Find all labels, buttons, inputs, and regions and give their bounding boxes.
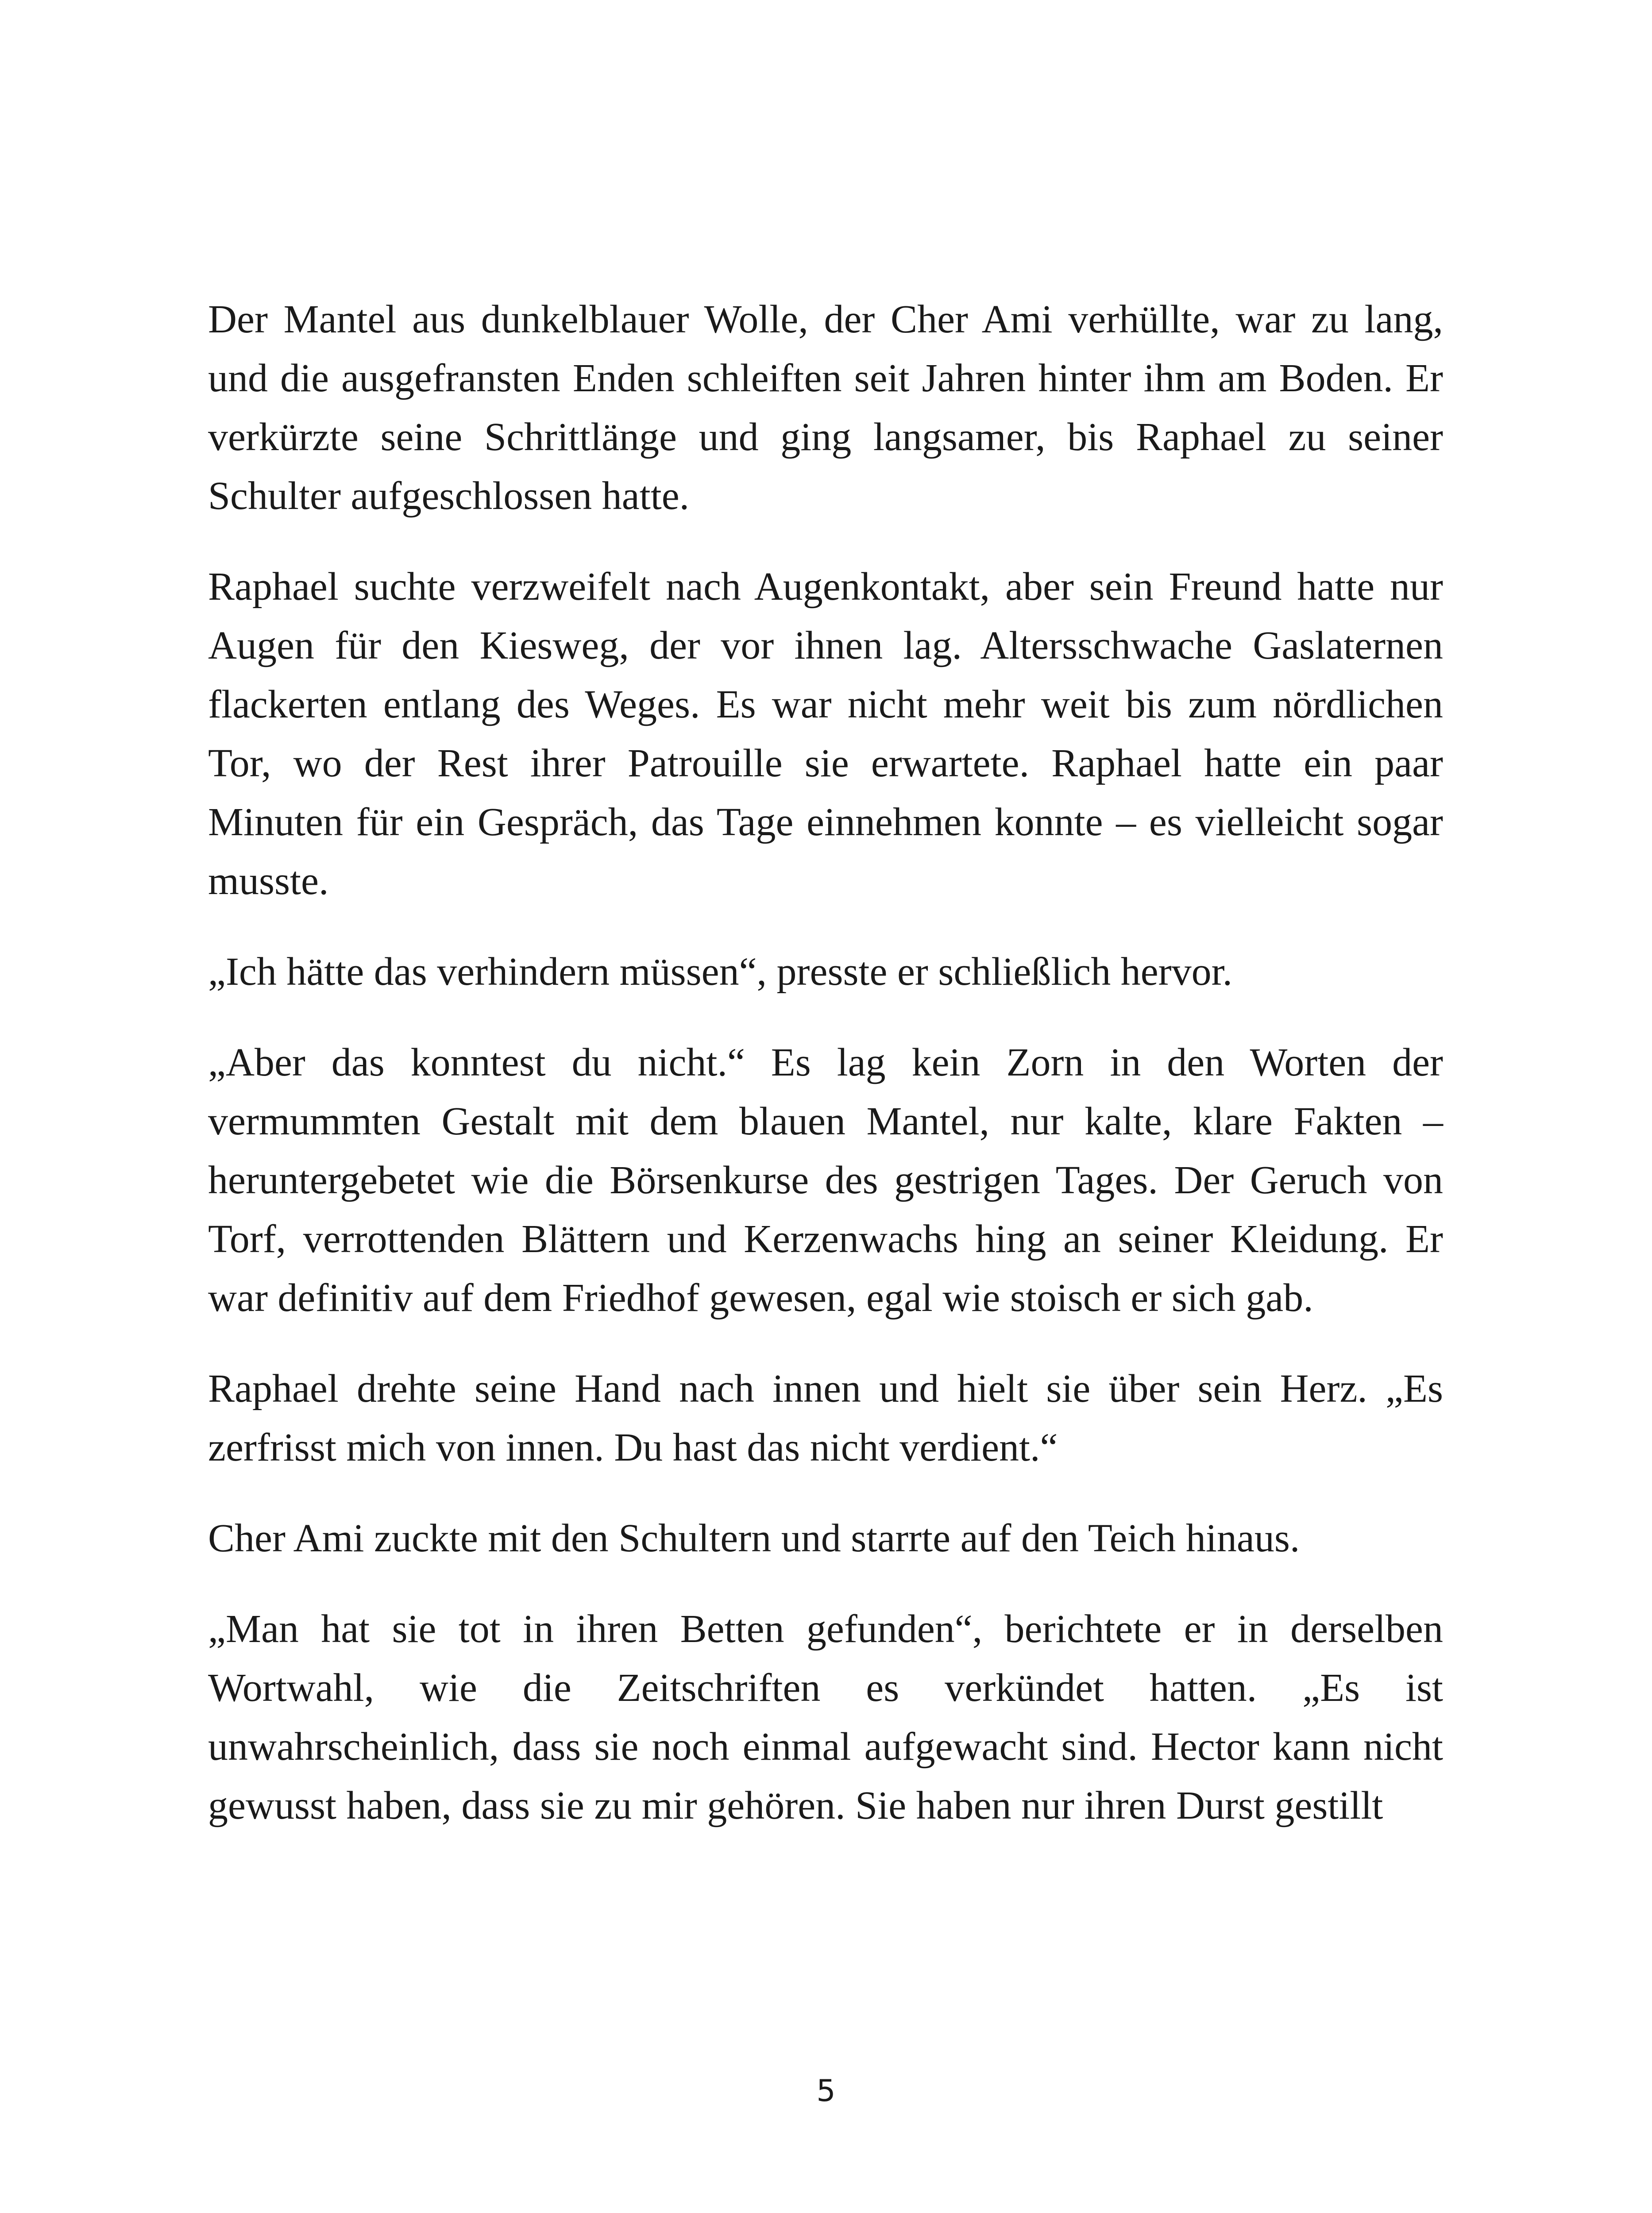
page-number: 5 bbox=[816, 2074, 836, 2109]
body-text bbox=[208, 290, 1443, 1867]
paragraph-7: „Man hat sie tot in ihren Betten gefunden“, berichtete er in derselben Wortwahl, wie die Zeitschriften es verkündet hatten. „Es ist unwahrscheinlich, dass sie noch einmal aufgewacht sind. Hector kann nicht gewusst haben, dass sie zu mir gehören. Sie haben nur ihren Durst gestillt bbox=[208, 1607, 1443, 1827]
paragraph-1: Der Mantel aus dunkelblauer Wolle, der Cher Ami verhüllte, war zu lang, und die ausgefransten Enden schleiften seit Jahren hinter ihm am Boden. Er verkürzte seine Schrittlänge und ging langsamer, bis Raphael zu seiner Schulter aufgeschlossen hatte. bbox=[208, 297, 1443, 518]
paragraph-6: Cher Ami zuckte mit den Schultern und starrte auf den Teich hinaus. bbox=[208, 1516, 1300, 1560]
paragraph-3: „Ich hätte das verhindern müssen“, presste er schließlich hervor. bbox=[208, 950, 1233, 994]
paragraph-4: „Aber das konntest du nicht.“ Es lag kein Zorn in den Worten der vermummten Gestalt mit dem blauen Mantel, nur kalte, klare Fakten – heruntergebetet wie die Börsenkurse des gestrigen Tages. Der Geruch von Torf, verrottenden Blättern und Kerzenwachs hing an seiner Kleidung. Er war definitiv auf dem Friedhof gewesen, egal wie stoisch er sich gab. bbox=[208, 1041, 1443, 1320]
paragraph-5: Raphael drehte seine Hand nach innen und hielt sie über sein Herz. „Es zerfrisst mich von innen. Du hast das nicht verdient.“ bbox=[208, 1367, 1443, 1469]
paragraph-2: Raphael suchte verzweifelt nach Augenkontakt, aber sein Freund hatte nur Augen für den Kiesweg, der vor ihnen lag. Altersschwache Gaslaternen flackerten entlang des Weges. Es war nicht mehr weit bis zum nördlichen Tor, wo der Rest ihrer Patrouille sie erwartete. Raphael hatte ein paar Minuten für ein Gespräch, das Tage einnehmen konnte – es vielleicht sogar musste. bbox=[208, 565, 1443, 903]
